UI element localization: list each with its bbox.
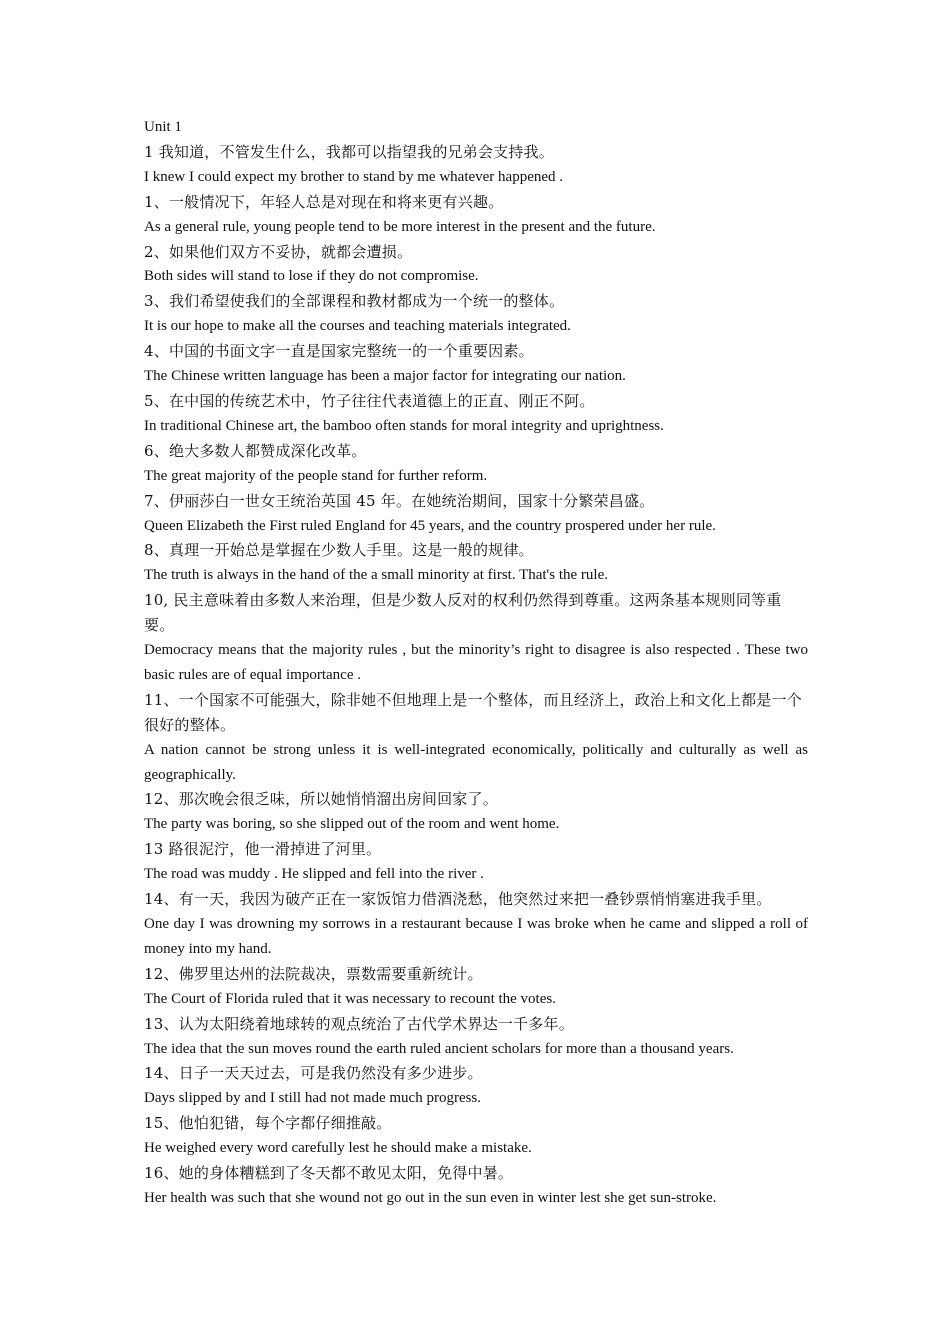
english-translation: The truth is always in the hand of the a small minority at first. That's the rule. <box>144 567 608 584</box>
english-translation: The Court of Florida ruled that it was necessary to recount the votes. <box>144 990 556 1007</box>
chinese-sentence: 14、有一天，我因为破产正在一家饭馆力借酒浇愁，他突然过来把一叠钞票悄悄塞进我手里。 <box>144 890 772 909</box>
english-translation: I knew I could expect my brother to stand by me whatever happened . <box>144 168 564 185</box>
chinese-sentence: 12、那次晚会很乏味，所以她悄悄溜出房间回家了。 <box>144 790 498 809</box>
english-translation: In traditional Chinese art, the bamboo often stands for moral integrity and uprightness. <box>144 417 664 434</box>
english-translation: The road was muddy . He slipped and fell into the river . <box>144 866 484 883</box>
unit-title: Unit 1 <box>144 119 182 135</box>
chinese-sentence: 3、我们希望使我们的全部课程和教材都成为一个统一的整体。 <box>144 292 565 311</box>
chinese-sentence: 13 路很泥泞，他一滑掉进了河里。 <box>144 840 382 859</box>
chinese-sentence: 16、她的身体糟糕到了冬天都不敢见太阳，免得中暑。 <box>144 1164 514 1183</box>
document-page <box>144 115 808 1211</box>
chinese-sentence: 11、一个国家不可能强大，除非她不但地理上是一个整体，而且经济上，政治上和文化上都是一个很好的整体。 <box>144 690 802 734</box>
english-translation: The party was boring, so she slipped out of the room and went home. <box>144 816 560 833</box>
english-translation: Queen Elizabeth the First ruled England for 45 years, and the country prospered under her rule. <box>144 517 716 534</box>
english-translation: It is our hope to make all the courses and teaching materials integrated. <box>144 318 571 335</box>
chinese-sentence: 1、一般情况下，年轻人总是对现在和将来更有兴趣。 <box>144 192 504 211</box>
chinese-sentence: 13、认为太阳绕着地球转的观点统治了古代学术界达一千多年。 <box>144 1014 574 1033</box>
english-translation: The Chinese written language has been a major factor for integrating our nation. <box>144 368 626 385</box>
chinese-sentence: 5、在中国的传统艺术中，竹子往往代表道德上的正直、刚正不阿。 <box>144 391 595 410</box>
chinese-sentence: 10, 民主意味着由多数人来治理，但是少数人反对的权利仍然得到尊重。这两条基本规则同等重要。 <box>144 591 782 635</box>
english-translation: The great majority of the people stand for further reform. <box>144 467 488 484</box>
english-translation: Her health was such that she wound not go out in the sun even in winter lest she get sun-stroke. <box>144 1189 717 1206</box>
english-translation: The idea that the sun moves round the earth ruled ancient scholars for more than a thousand years. <box>144 1040 734 1057</box>
english-translation: He weighed every word carefully lest he should make a mistake. <box>144 1140 532 1157</box>
sentence-list <box>144 140 808 1211</box>
english-translation: As a general rule, young people tend to be more interest in the present and the future. <box>144 218 656 235</box>
english-translation: Both sides will stand to lose if they do not compromise. <box>144 268 479 285</box>
chinese-sentence: 15、他怕犯错，每个字都仔细推敲。 <box>144 1114 392 1133</box>
chinese-sentence: 4、中国的书面文字一直是国家完整统一的一个重要因素。 <box>144 342 534 361</box>
chinese-sentence: 6、绝大多数人都赞成深化改革。 <box>144 441 367 460</box>
chinese-sentence: 2、如果他们双方不妥协，就都会遭损。 <box>144 242 413 261</box>
chinese-sentence: 1 我知道，不管发生什么，我都可以指望我的兄弟会支持我。 <box>144 142 554 161</box>
chinese-sentence: 12、佛罗里达州的法院裁决，票数需要重新统计。 <box>144 964 483 983</box>
chinese-sentence: 14、日子一天天过去，可是我仍然没有多少进步。 <box>144 1064 483 1083</box>
english-translation: Days slipped by and I still had not made much progress. <box>144 1090 482 1107</box>
chinese-sentence: 7、伊丽莎白一世女王统治英国 45 年。在她统治期间，国家十分繁荣昌盛。 <box>144 491 655 510</box>
chinese-sentence: 8、真理一开始总是掌握在少数人手里。这是一般的规律。 <box>144 541 534 560</box>
english-translation: A nation cannot be strong unless it is well-integrated economically, politically and culturally as well as geographically. <box>144 741 808 783</box>
english-translation: One day I was drowning my sorrows in a restaurant because I was broke when he came and slipped a roll of money into my hand. <box>144 916 808 957</box>
english-translation: Democracy means that the majority rules , but the minority’s right to disagree is also respected . These two basic rules are of equal importance . <box>144 642 808 683</box>
